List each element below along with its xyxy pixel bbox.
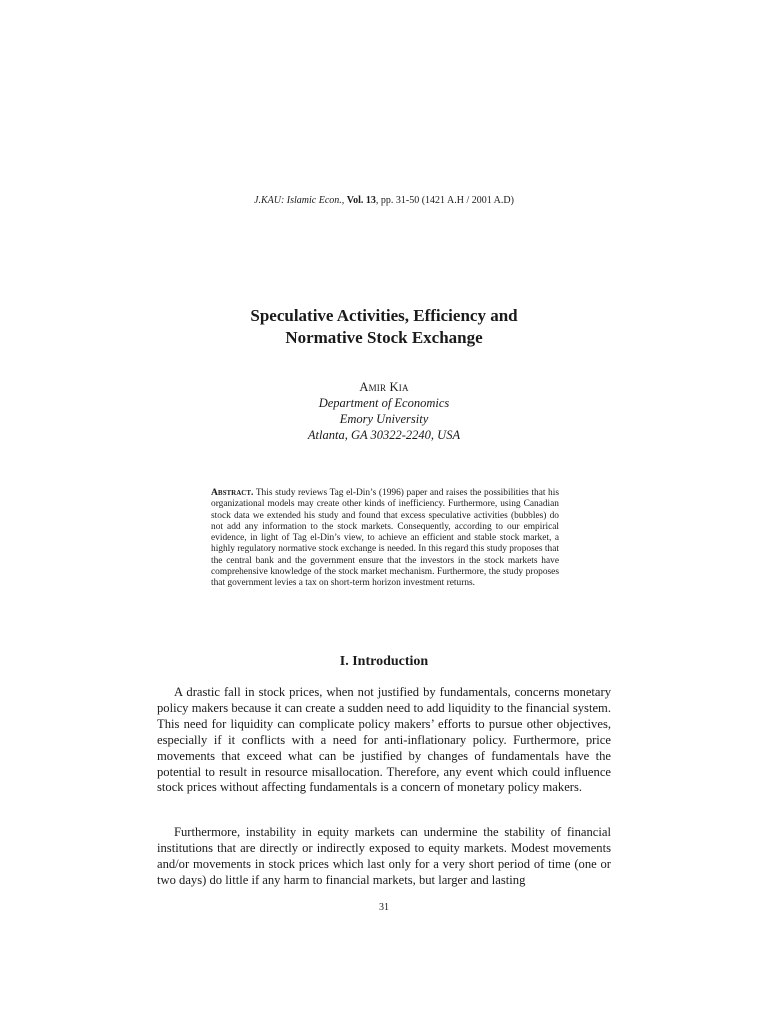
journal-volume: Vol. 13 [346,195,376,206]
journal-pages-date: , pp. 31-50 (1421 A.H / 2001 A.D) [375,195,514,206]
body-paragraph-1: A drastic fall in stock prices, when not justified by fundamentals, concerns monetary policy makers because it can create a sudden need to add liquidity to the financial system. This need for liquidity can complicate policy makers’ efforts to pursue other objectives, especially if it conflicts with a need for anti-inflationary policy. Furthermore, price movements that exceed what can be justified by changes of fundamentals have the potential to result in resource misallocation. Therefore, any event which could influence stock prices without affecting fundamentals is a concern of monetary policy makers. [157,685,611,795]
abstract-text: This study reviews Tag el-Din’s (1996) paper and raises the possibilities that his organizational models may create other kinds of inefficiency. Furthermore, using Canadian stock data we extended his study and found that excess speculative activities (bubbles) do not add any information to the stock markets. Consequently, according to our empirical evidence, in light of Tag el-Din’s view, to achieve an efficient and stable stock market, a highly regulatory normative stock exchange is needed. In this regard this study proposes that the central bank and the government ensure that the investors in the stock markets have comprehensive knowledge of the stock market mechanism. Furthermore, the study proposes that government levies a tax on short-term horizon investment returns. [211,488,559,589]
author-block [0,379,768,443]
page-number: 31 [379,902,389,913]
abstract-label: Abstract. [211,487,254,498]
author-university: Emory University [339,412,429,426]
author-name: Amir Kia [359,380,409,394]
paper-title [0,305,768,349]
journal-name: J.KAU: Islamic Econ., [254,195,345,206]
section-heading-introduction: I. Introduction [339,654,429,669]
journal-citation [0,194,768,207]
body-paragraph-2: Furthermore, instability in equity markets can undermine the stability of financial institutions that are directly or indirectly exposed to equity markets. Modest movements and/or movements in stock prices which last only for a very short period of time (one or two days) do little if any harm to financial markets, but larger and lasting [157,825,611,887]
author-department: Department of Economics [318,396,450,410]
abstract [211,487,559,590]
title-line-2: Normative Stock Exchange [285,328,483,347]
title-line-1: Speculative Activities, Efficiency and [250,306,518,325]
author-location: Atlanta, GA 30322-2240, USA [307,428,461,442]
